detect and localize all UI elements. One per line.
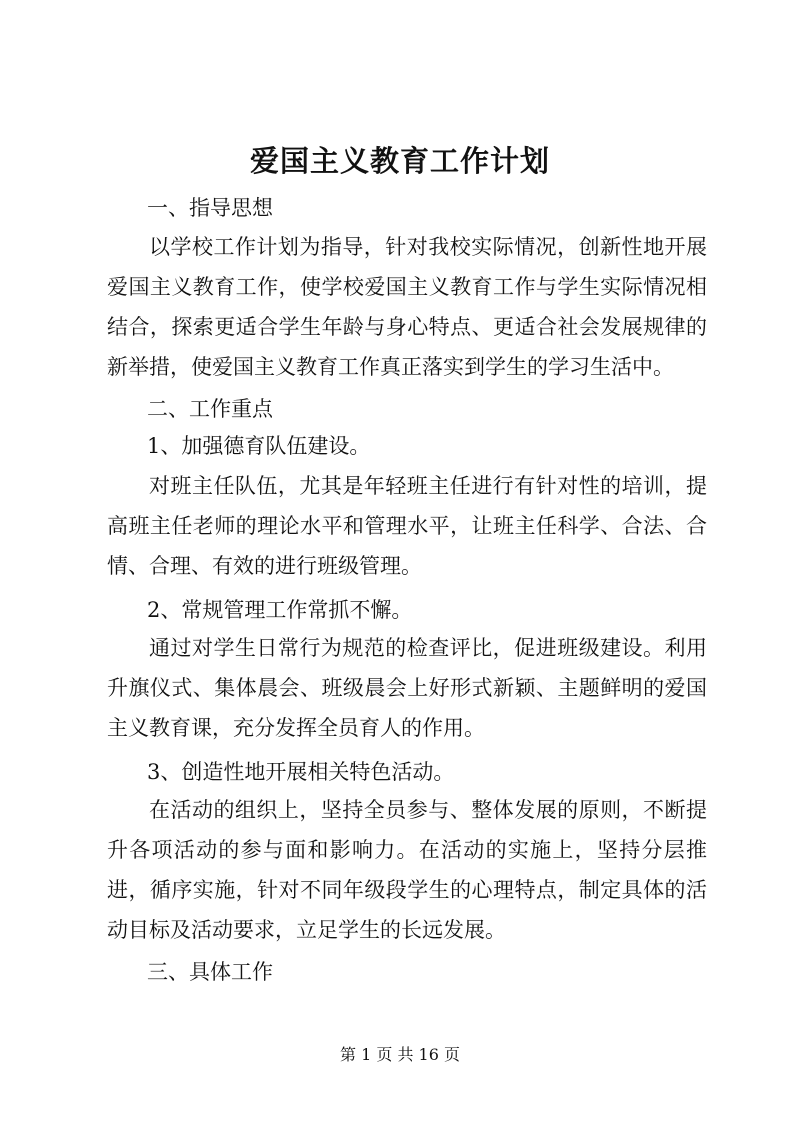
paragraph-guiding-ideology: 以学校工作计划为指导，针对我校实际情况，创新性地开展爱国主义教育工作，使学校爱国主义教育工作与学生实际情况相结合，探索更适合学生年龄与身心特点、更适合社会发展规律的新举措，使爱国主义教育工作真正落实到学生的学习生活中。: [107, 235, 707, 379]
section-heading-specific-work: 三、具体工作: [147, 960, 273, 984]
item-heading-team-building: 1、加强德育队伍建设。: [147, 434, 371, 458]
section-heading-guiding-ideology: 一、指导思想: [147, 196, 273, 220]
section-heading-work-focus: 二、工作重点: [147, 397, 273, 421]
paragraph-team-building: 对班主任队伍，尤其是年轻班主任进行有针对性的培训，提高班主任老师的理论水平和管理水平，让班主任科学、合法、合情、合理、有效的进行班级管理。: [107, 474, 707, 578]
paragraph-routine-management: 通过对学生日常行为规范的检查评比，促进班级建设。利用升旗仪式、集体晨会、班级晨会上好形式新颖、主题鲜明的爱国主义教育课，充分发挥全员育人的作用。: [107, 636, 707, 740]
document-title: 爱国主义教育工作计划: [249, 144, 550, 178]
item-heading-special-activities: 3、创造性地开展相关特色活动。: [147, 760, 455, 784]
paragraph-special-activities: 在活动的组织上，坚持全员参与、整体发展的原则，不断提升各项活动的参与面和影响力。在活动的实施上，坚持分层推进，循序实施，针对不同年级段学生的心理特点，制定具体的活动目标及活动要求，立足学生的长远发展。: [107, 798, 707, 942]
item-heading-routine-management: 2、常规管理工作常抓不懈。: [147, 598, 413, 622]
page-footer: 第 1 页 共 16 页: [340, 1045, 460, 1064]
